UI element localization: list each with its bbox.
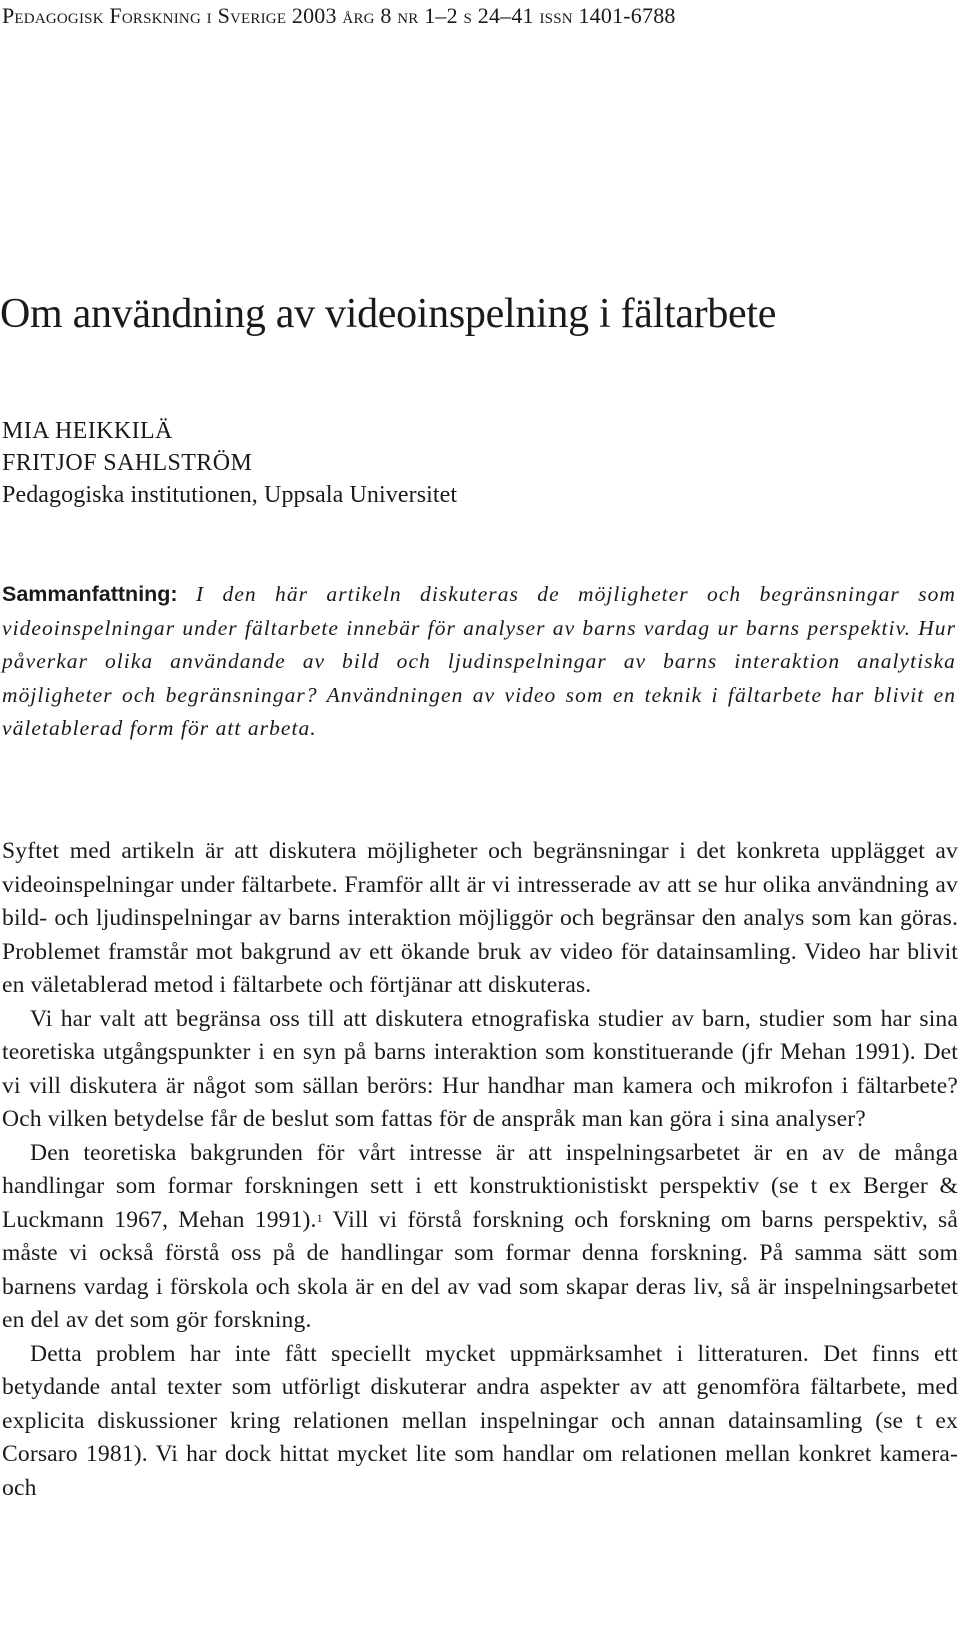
- abstract-label: Sammanfattning:: [2, 582, 178, 606]
- footnote-marker[interactable]: 1: [316, 1210, 323, 1225]
- issue-meta: 2003 årg 8 nr 1–2 s 24–41 issn 1401-6788: [291, 3, 676, 28]
- paragraph: Detta problem har inte fått speciellt mycket uppmärksamhet i litteraturen. Det finns ett betydande antal texter som utförligt diskuterar andra aspekter av att genomföra fältarbete, med explicita diskussioner kring relationen mellan inspelningar och annan datainsamling (se t ex Corsaro 1981). Vi har dock hittat mycket lite som handlar om relationen mellan konkret kamera- och: [2, 1340, 958, 1501]
- paragraph: [2, 1137, 958, 1338]
- author-name: MIA HEIKKILÄ: [2, 418, 173, 444]
- author-name: FRITJOF SAHLSTRÖM: [2, 450, 253, 476]
- paragraph-text: Vill vi förstå forskning och forskning om barns perspektiv, så måste vi också förstå oss på de handlingar som formar denna forskning. På samma sätt som barnens vardag i förskola och skola är en del av vad som skapar deras liv, så är inspelningsarbetet en del av det som gör forskning.: [2, 1206, 959, 1333]
- journal-name: Pedagogisk Forskning i Sverige: [2, 3, 287, 28]
- paragraph-text: Den teoretiska bakgrunden för vårt intresse är att inspelningsarbetet är en av de många handlingar som formar forskningen sett i ett konstruktionistiskt perspektiv (se t ex Berger & Luckmann 1967, Mehan 1991).: [2, 1139, 958, 1233]
- abstract-text: I den här artikeln diskuteras de möjligheter och begränsningar som videoinspelningar under fältarbete innebär för analyser av barns vardag ur barns perspektiv. Hur påverkar olika användande av bild och ljudinspelningar av barns interaktion analytiska möjligheter och begränsningar? Användningen av video som en teknik i fältarbete har blivit en väletablerad form för att arbeta.: [2, 582, 956, 740]
- body-text: [2, 835, 958, 1505]
- abstract: [2, 578, 956, 746]
- affiliation: Pedagogiska institutionen, Uppsala Universitet: [2, 482, 458, 508]
- running-header: [2, 3, 958, 29]
- paragraph: Syftet med artikeln är att diskutera möjligheter och begränsningar i det konkreta upplägget av videoinspelningar under fältarbete. Framför allt är vi intresserade av att se hur olika användning av bild- och ljudinspelningar av barns interaktion möjliggör och begränsar den analys som kan göras. Problemet framstår mot bakgrund av ett ökande bruk av video för datainsamling. Video har blivit en väletablerad metod i fältarbete och förtjänar att diskuteras.: [2, 838, 958, 998]
- article-title: Om användning av videoinspelning i fältarbete: [0, 291, 777, 337]
- author-block: [2, 415, 942, 511]
- paragraph: Vi har valt att begränsa oss till att diskutera etnografiska studier av barn, studier som har sina teoretiska utgångspunkter i en syn på barns interaktion som konstituerande (jfr Mehan 1991). Det vi vill diskutera är något som sällan berörs: Hur handhar man kamera och mikrofon i fältarbete? Och vilken betydelse får de beslut som fattas för de anspråk man kan göra i sina analyser?: [2, 1005, 958, 1132]
